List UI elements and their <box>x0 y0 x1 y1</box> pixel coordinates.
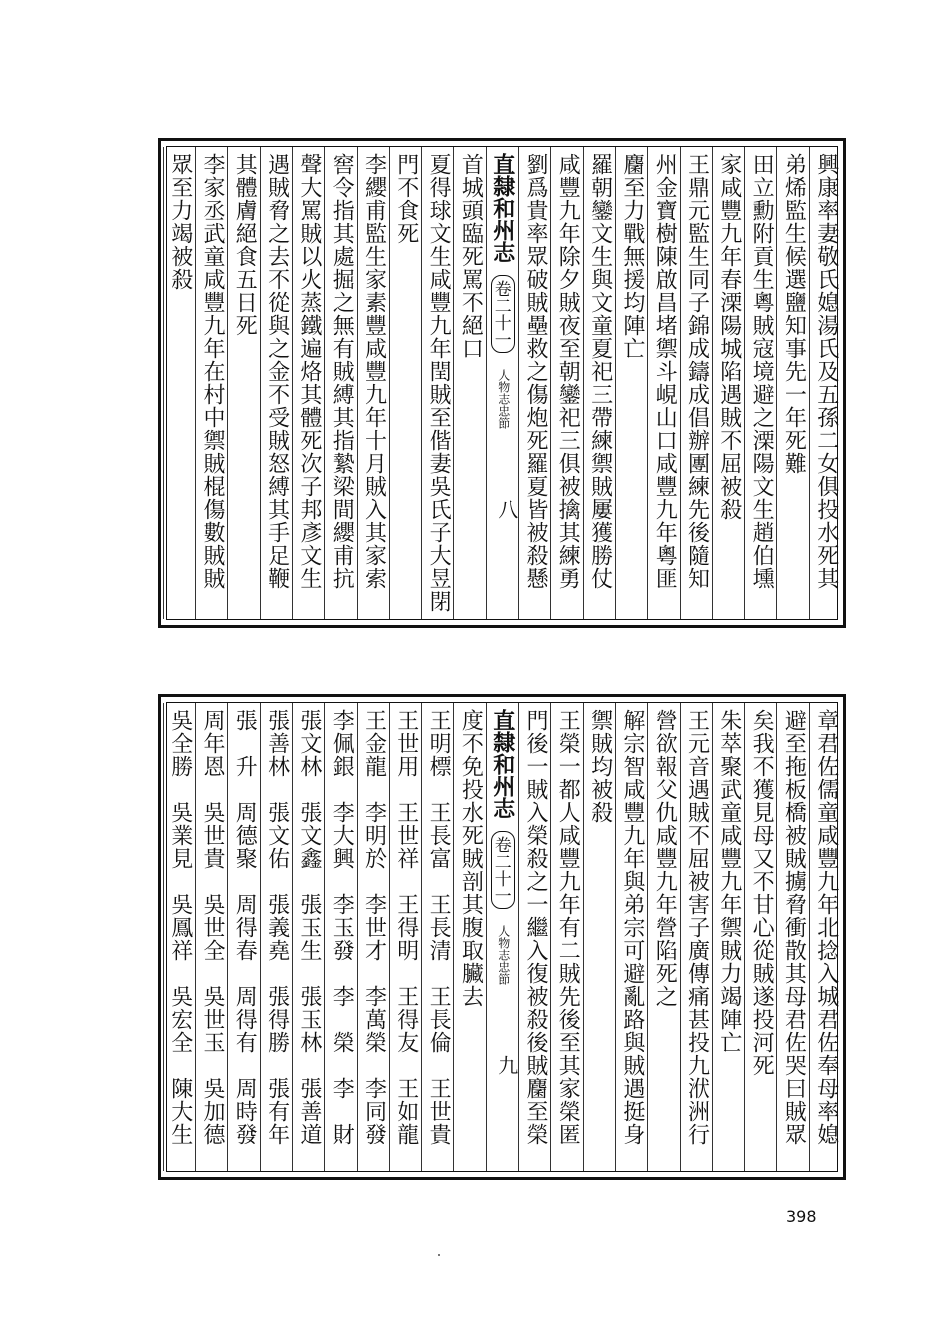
column-text: 矣我不獲見母又不甘心從賊遂投河死 <box>749 709 775 1077</box>
column-text: 吳全勝 吳業見 吳鳳祥 吳宏全 陳大生 <box>167 709 193 1146</box>
column-text: 咸豐九年除夕賊夜至朝鑾祀三俱被擒其練勇 <box>555 153 581 590</box>
column-text: 王元音遇賊不屈被害子廣傳痛甚投九洑洲行 <box>684 709 710 1146</box>
text-column <box>292 703 324 1171</box>
text-column <box>550 147 582 619</box>
column-text: 張文林 張文鑫 張玉生 張玉林 張善道 <box>296 709 322 1146</box>
text-column <box>583 147 615 619</box>
top-page-panel <box>158 138 846 628</box>
center-fold-column <box>486 147 518 619</box>
column-text: 張 升 周德聚 周得春 周得有 周時發 <box>232 709 258 1146</box>
center-fold-column <box>486 703 518 1171</box>
column-text: 其體膚絕食五日死 <box>232 153 258 337</box>
column-text: 興康率妻敬氏媳湯氏及五孫二女俱投水死其 <box>813 153 839 590</box>
column-text: 眾至力竭被殺 <box>167 153 193 291</box>
text-column <box>712 147 744 619</box>
column-text: 家咸豐九年春溧陽城陷遇賊不屈被殺 <box>716 153 742 521</box>
text-column <box>357 147 389 619</box>
text-column <box>550 703 582 1171</box>
column-text: 章君佐儒童咸豐九年北捻入城君佐奉母率媳 <box>813 709 839 1146</box>
column-text: 首城頭臨死罵不絕口 <box>458 153 484 360</box>
column-text: 王金龍 李明於 李世才 李萬榮 李同發 <box>361 709 387 1146</box>
text-column <box>809 703 841 1171</box>
column-text: 州金寶樹陳啟昌堵禦斗峴山口咸豐九年粵匪 <box>652 153 678 590</box>
text-column <box>227 703 259 1171</box>
text-column <box>583 703 615 1171</box>
column-text: 門不食死 <box>393 153 419 245</box>
text-column <box>260 147 292 619</box>
column-text: 羅朝鑾文生與文童夏祀三帶練禦賊屢獲勝仗 <box>587 153 613 590</box>
text-column <box>615 147 647 619</box>
column-text: 營欲報父仇咸豐九年營陷死之 <box>652 709 678 1008</box>
text-column <box>712 703 744 1171</box>
scan-speck <box>438 1254 440 1256</box>
text-column <box>518 703 550 1171</box>
column-text: 禦賊均被殺 <box>587 709 613 824</box>
text-column <box>421 147 453 619</box>
text-column <box>615 703 647 1171</box>
text-column <box>195 703 227 1171</box>
bottom-page-panel <box>158 694 846 1180</box>
text-column <box>324 703 356 1171</box>
text-column <box>357 703 389 1171</box>
text-column <box>776 147 808 619</box>
column-text: 遇賊脅之去不從與之金不受賊怒縛其手足鞭 <box>264 153 290 590</box>
text-column <box>453 703 485 1171</box>
page-number: 398 <box>786 1207 817 1226</box>
column-text: 王世用 王世祥 王得明 王得友 王如龍 <box>393 709 419 1146</box>
text-column <box>744 703 776 1171</box>
column-text: 弟烯監生候選鹽知事先一年死難 <box>781 153 807 475</box>
book-title: 直隸和州志 <box>489 709 516 819</box>
column-text: 窖令指其處掘之無有賊縛其指縶梁間纓甫抗 <box>329 153 355 590</box>
text-column <box>324 147 356 619</box>
volume-label: 卷二十一 <box>491 831 515 909</box>
column-text: 周年恩 吳世貴 吳世全 吳世玉 吳加德 <box>200 709 225 1146</box>
text-column <box>453 147 485 619</box>
column-text: 李家丞武童咸豐九年在村中禦賊棍傷數賊賊 <box>200 153 225 590</box>
book-title: 直隸和州志 <box>489 153 516 263</box>
column-text: 麕至力戰無援均陣亡 <box>619 153 645 360</box>
text-column <box>744 147 776 619</box>
text-column <box>227 147 259 619</box>
text-column <box>260 703 292 1171</box>
bottom-page-frame <box>166 702 838 1172</box>
column-text: 夏得球文生咸豐九年閏賊至偕妻吳氏子大昱閉 <box>426 153 452 613</box>
volume-label: 卷二十一 <box>491 275 515 353</box>
column-text: 王鼎元監生同子錦成鑄成倡辦團練先後隨知 <box>684 153 710 590</box>
column-text: 劉爲貴率眾破賊壘救之傷炮死羅夏皆被殺懸 <box>523 153 548 590</box>
text-column <box>163 147 195 619</box>
column-text: 王榮一都人咸豐九年有二賊先後至其家榮匿 <box>555 709 581 1146</box>
text-column <box>518 147 550 619</box>
column-text: 李佩銀 李大興 李玉發 李 榮 李 財 <box>329 709 355 1146</box>
text-column <box>292 147 324 619</box>
column-text: 聲大罵賊以火蒸鐵遍烙其體死次子邦彥文生 <box>296 153 322 590</box>
text-column <box>680 703 712 1171</box>
text-column <box>195 147 227 619</box>
text-column <box>647 703 679 1171</box>
column-text: 門後一賊入榮殺之一繼入復被殺後賊麕至榮 <box>523 709 548 1146</box>
column-text: 張善林 張文佑 張義堯 張得勝 張有年 <box>264 709 290 1146</box>
column-text: 避至拖板橋被賊擄脅衝散其母君佐哭曰賊眾 <box>781 709 807 1146</box>
text-column <box>389 147 421 619</box>
column-text: 田立勳附貢生粵賊寇境避之溧陽文生趙伯壎 <box>749 153 775 590</box>
text-column <box>647 147 679 619</box>
column-text: 度不免投水死賊剖其腹取臟去 <box>458 709 484 1008</box>
text-column <box>680 147 712 619</box>
text-column <box>389 703 421 1171</box>
section-label: 人物志忠節 <box>496 925 511 985</box>
folio-number: 八 <box>494 499 519 519</box>
text-column <box>421 703 453 1171</box>
text-column <box>809 147 841 619</box>
column-text: 李纓甫監生家素豐咸豐九年十月賊入其家索 <box>361 153 387 590</box>
text-column <box>776 703 808 1171</box>
section-label: 人物志忠節 <box>496 369 511 429</box>
column-text: 朱萃聚武童咸豐九年禦賊力竭陣亡 <box>716 709 742 1054</box>
column-text: 解宗智咸豐九年與弟宗可避亂路與賊遇挺身 <box>619 709 645 1146</box>
top-page-frame <box>166 146 838 620</box>
column-text: 王明標 王長富 王長清 王長倫 王世貴 <box>426 709 452 1146</box>
text-column <box>163 703 195 1171</box>
folio-number: 九 <box>494 1055 519 1075</box>
